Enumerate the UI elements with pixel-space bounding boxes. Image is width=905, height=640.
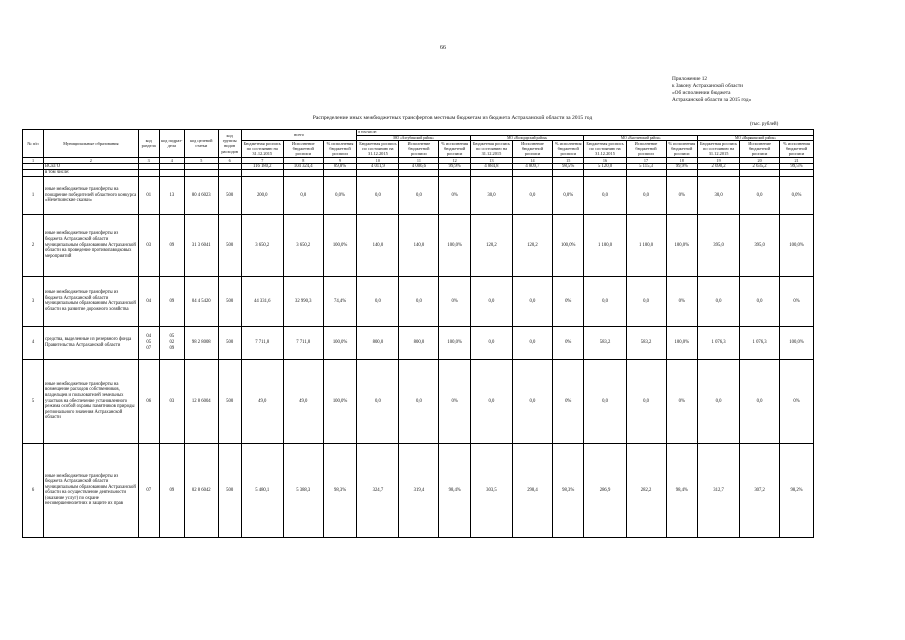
value-cell: 200,0 — [241, 176, 283, 214]
total-label: ВСЕГО — [44, 163, 139, 170]
subsection-code-cell: 09 — [159, 443, 184, 537]
appendix-line: «Об исполнении бюджета — [672, 90, 731, 96]
in-that-number-row — [23, 170, 814, 177]
value-cell: 0,0 — [740, 176, 780, 214]
subsection-code-cell: 03 — [159, 359, 184, 443]
value-cell: 0% — [666, 359, 698, 443]
header-execution: Исполнение бюджетной росписи — [626, 141, 666, 158]
value-cell: 286,9 — [584, 443, 626, 537]
code-cell — [159, 163, 184, 170]
subsection-code-cell: 09 — [159, 276, 184, 326]
value-cell: 0,0 — [357, 359, 399, 443]
code-cell — [218, 163, 241, 170]
column-number: 14 — [512, 157, 552, 163]
value-cell: 98,3% — [552, 443, 584, 537]
total-value-cell: 99,9% — [439, 163, 471, 170]
value-cell: 0,0% — [323, 176, 357, 214]
value-cell: 395,0 — [740, 214, 780, 276]
value-cell: 1 076,3 — [740, 326, 780, 359]
value-cell: 303,5 — [470, 443, 512, 537]
header-expense-code: код группы видов расходов — [218, 130, 241, 158]
value-cell: 140,0 — [399, 214, 439, 276]
target-code-cell: 80 4 6023 — [184, 176, 218, 214]
column-number: 8 — [283, 157, 323, 163]
header-execution: Исполнение бюджетной росписи — [740, 141, 780, 158]
section-code-cell: 04 05 07 — [138, 326, 159, 359]
column-number: 18 — [666, 157, 698, 163]
row-name-cell: иные межбюджетные трансферты на поощрение победителей областного конкурса «Нечеткинские сказки» — [44, 176, 139, 214]
value-cell: 32 990,3 — [283, 276, 323, 326]
header-budget-listing: Бюджетная роспись по состоянию на 31.12.2015 — [357, 141, 399, 158]
header-percent: % исполнения бюджетной росписи — [666, 141, 698, 158]
header-budget-listing: Бюджетная роспись по состоянию на 31.12.2015 — [584, 141, 626, 158]
column-number: 11 — [399, 157, 439, 163]
value-cell: 583,2 — [626, 326, 666, 359]
value-cell: 100,0% — [666, 214, 698, 276]
value-cell: 307,2 — [740, 443, 780, 537]
header-municipality: Муниципальные образования — [44, 130, 139, 158]
value-cell: 0,0 — [357, 176, 399, 214]
expense-code-cell: 500 — [218, 443, 241, 537]
expense-code-cell: 500 — [218, 214, 241, 276]
value-cell: 0,0 — [512, 176, 552, 214]
expense-code-cell: 500 — [218, 326, 241, 359]
header-percent: % исполнения бюджетной росписи — [323, 141, 357, 158]
header-section-code: код раздела — [138, 130, 159, 158]
value-cell: 74,4% — [323, 276, 357, 326]
row-name-cell: средства, выделенные из резервного фонда Правительства Астраханской области — [44, 326, 139, 359]
column-number: 7 — [241, 157, 283, 163]
value-cell: 0,0 — [512, 359, 552, 443]
total-value-cell: 4 809,7 — [512, 163, 552, 170]
value-cell: 0,0 — [626, 359, 666, 443]
value-cell: 0% — [666, 176, 698, 214]
column-number: 13 — [470, 157, 512, 163]
header-district: МО «Енотаевский район» — [584, 135, 698, 141]
value-cell: 0,0 — [357, 276, 399, 326]
column-number: 16 — [584, 157, 626, 163]
total-value-cell: 99,5% — [780, 163, 814, 170]
total-value-cell: 4 011,9 — [357, 163, 399, 170]
value-cell: 5 388,3 — [283, 443, 323, 537]
row-name-cell: иные межбюджетные трансферты на возмещение расходов собственников, владельцев и пользователей земельных участков на обеспечение установленного режима особой охраны памятников природы регионального значения Астраханской области — [44, 359, 139, 443]
total-value-cell: 4 006,6 — [399, 163, 439, 170]
total-value-cell: 89,8% — [323, 163, 357, 170]
value-cell: 0% — [666, 276, 698, 326]
section-code-cell: 07 — [138, 443, 159, 537]
header-budget-listing: Бюджетная роспись по состоянию на 31.12.2015 — [698, 141, 740, 158]
value-cell: 3 650,2 — [283, 214, 323, 276]
value-cell: 100,0% — [323, 214, 357, 276]
section-code-cell: 04 — [138, 276, 159, 326]
row-no-cell: 3 — [23, 276, 44, 326]
subsection-code-cell: 09 — [159, 214, 184, 276]
appendix-line: к Закону Астраханской области — [672, 83, 744, 89]
header-percent: % исполнения бюджетной росписи — [780, 141, 814, 158]
value-cell: 0,0 — [399, 359, 439, 443]
value-cell: 120,2 — [512, 214, 552, 276]
header-budget-listing: Бюджетная роспись по состоянию на 31.12.2015 — [470, 141, 512, 158]
value-cell: 98,3% — [323, 443, 357, 537]
value-cell: 100,0% — [323, 359, 357, 443]
value-cell: 0,0 — [698, 276, 740, 326]
value-cell: 298,4 — [512, 443, 552, 537]
row-name-cell: иные межбюджетные трансферты из бюджета Астраханской области муниципальным образованиям Астраханской области на проведение противопаводковых мероприятий — [44, 214, 139, 276]
column-number: 20 — [740, 157, 780, 163]
value-cell: 583,2 — [584, 326, 626, 359]
value-cell: 30,0 — [698, 176, 740, 214]
value-cell: 0% — [552, 359, 584, 443]
value-cell: 312,7 — [698, 443, 740, 537]
value-cell: 44 331,6 — [241, 276, 283, 326]
document-title: Распределение иных межбюджетных трансфертов местным бюджетам из бюджета Астраханской области за 2015 год — [312, 115, 593, 121]
value-cell: 98,4% — [666, 443, 698, 537]
value-cell: 0,0 — [626, 176, 666, 214]
units-label: (тыс. рублей) — [750, 122, 779, 127]
value-cell: 0,0% — [780, 176, 814, 214]
total-value-cell: 5 115,3 — [626, 163, 666, 170]
target-code-cell: 04 4 5420 — [184, 276, 218, 326]
value-cell: 1 076,3 — [698, 326, 740, 359]
table-row — [23, 176, 814, 214]
header-total: всего — [241, 130, 357, 141]
section-code-cell: 03 — [138, 214, 159, 276]
column-number: 3 — [138, 157, 159, 163]
section-code-cell: 06 — [138, 359, 159, 443]
total-row — [23, 163, 814, 170]
value-cell: 100,0% — [439, 326, 471, 359]
subsection-code-cell: 13 — [159, 176, 184, 214]
column-number: 6 — [218, 157, 241, 163]
value-cell: 98,2% — [780, 443, 814, 537]
code-cell — [138, 163, 159, 170]
subsection-code-cell: 05 02 09 — [159, 326, 184, 359]
value-cell: 5 480,1 — [241, 443, 283, 537]
expense-code-cell: 500 — [218, 359, 241, 443]
value-cell: 100,0% — [780, 326, 814, 359]
value-cell: 100,0% — [439, 214, 471, 276]
header-district: МО «Ахтубинский район» — [357, 135, 471, 141]
column-number: 15 — [552, 157, 584, 163]
table-row — [23, 359, 814, 443]
value-cell: 0% — [552, 276, 584, 326]
page-number: 66 — [440, 45, 446, 51]
table-row — [23, 443, 814, 537]
value-cell: 0% — [780, 276, 814, 326]
appendix-line: Приложение 12 — [672, 76, 708, 82]
value-cell: 140,0 — [357, 214, 399, 276]
value-cell: 0,0 — [470, 359, 512, 443]
value-cell: 0,0 — [470, 326, 512, 359]
value-cell: 0% — [439, 276, 471, 326]
header-subsection-code: код подраз-дела — [159, 130, 184, 158]
target-code-cell: 31 3 6041 — [184, 214, 218, 276]
header-percent: % исполнения бюджетной росписи — [552, 141, 584, 158]
row-no-cell: 1 — [23, 176, 44, 214]
value-cell: 7 711,8 — [283, 326, 323, 359]
value-cell: 282,2 — [626, 443, 666, 537]
column-number: 2 — [44, 157, 139, 163]
target-code-cell: 12 8 6004 — [184, 359, 218, 443]
value-cell: 0,0 — [399, 176, 439, 214]
in-that-number-label: в том числе: — [44, 170, 139, 177]
value-cell: 0,0 — [470, 276, 512, 326]
column-number: 1 — [23, 157, 44, 163]
value-cell: 100,0% — [552, 214, 584, 276]
header-execution: Исполнение бюджетной росписи — [399, 141, 439, 158]
value-cell: 1 100,0 — [584, 214, 626, 276]
total-value-cell: 2 635,2 — [740, 163, 780, 170]
table-row — [23, 276, 814, 326]
total-value-cell: 4 884,8 — [470, 163, 512, 170]
column-number: 12 — [439, 157, 471, 163]
value-cell: 0,0 — [512, 276, 552, 326]
total-value-cell: 2 690,2 — [698, 163, 740, 170]
row-no-cell: 6 — [23, 443, 44, 537]
row-name-cell: иные межбюджетные трансферты из бюджета Астраханской области муниципальным образованиям Астраханской области на осуществление деятельности (оказание услуг) по охране несовершеннолетних и защите их прав — [44, 443, 139, 537]
header-execution: Исполнение бюджетной росписи — [512, 141, 552, 158]
value-cell: 98,4% — [439, 443, 471, 537]
total-value-cell: 98,5% — [552, 163, 584, 170]
value-cell: 0% — [439, 359, 471, 443]
value-cell: 0% — [552, 326, 584, 359]
appendix-line: Астраханской области за 2015 год» — [672, 97, 752, 103]
value-cell: 30,0 — [470, 176, 512, 214]
value-cell: 0,0 — [584, 176, 626, 214]
value-cell: 0% — [439, 176, 471, 214]
column-number: 17 — [626, 157, 666, 163]
header-percent: % исполнения бюджетной росписи — [439, 141, 471, 158]
value-cell: 0,0 — [399, 276, 439, 326]
header-district: МО «Володарский район» — [470, 135, 584, 141]
value-cell: 319,4 — [399, 443, 439, 537]
value-cell: 800,0 — [399, 326, 439, 359]
value-cell: 49,0 — [241, 359, 283, 443]
column-number: 10 — [357, 157, 399, 163]
code-cell — [184, 163, 218, 170]
value-cell: 0% — [780, 359, 814, 443]
table-row — [23, 214, 814, 276]
header-in-that-number: в том числе: — [357, 130, 814, 136]
value-cell: 0,0% — [552, 176, 584, 214]
column-number: 19 — [698, 157, 740, 163]
row-no-cell — [23, 163, 44, 170]
expense-code-cell: 500 — [218, 276, 241, 326]
target-code-cell: 98 2 8008 — [184, 326, 218, 359]
header-row-no: № п/п — [23, 130, 44, 158]
value-cell: 0,0 — [283, 176, 323, 214]
column-number: 5 — [184, 157, 218, 163]
value-cell: 100,0% — [323, 326, 357, 359]
header-district: МО «Икрянинский район» — [698, 135, 814, 141]
total-value-cell: 5 120,0 — [584, 163, 626, 170]
value-cell: 49,0 — [283, 359, 323, 443]
value-cell: 800,0 — [357, 326, 399, 359]
value-cell: 7 711,8 — [241, 326, 283, 359]
value-cell: 0,0 — [740, 359, 780, 443]
column-number: 9 — [323, 157, 357, 163]
row-no-cell: 4 — [23, 326, 44, 359]
header-budget-listing: Бюджетная роспись по состоянию на 31.12.2015 — [241, 141, 283, 158]
row-no-cell: 5 — [23, 359, 44, 443]
value-cell: 0,0 — [584, 276, 626, 326]
value-cell: 324,7 — [357, 443, 399, 537]
value-cell: 100,0% — [666, 326, 698, 359]
value-cell: 0,0 — [740, 276, 780, 326]
column-number: 21 — [780, 157, 814, 163]
value-cell: 1 100,0 — [626, 214, 666, 276]
total-value-cell: 99,9% — [666, 163, 698, 170]
row-name-cell: иные межбюджетные трансферты из бюджета Астраханской области муниципальным образованиям Астраханской области на развитие дорожного хозяйства — [44, 276, 139, 326]
header-target-code: код целевой статьи — [184, 130, 218, 158]
value-cell: 395,0 — [698, 214, 740, 276]
value-cell: 3 650,2 — [241, 214, 283, 276]
appendix-note — [672, 76, 751, 104]
row-no-cell: 2 — [23, 214, 44, 276]
value-cell: 0,0 — [512, 326, 552, 359]
value-cell: 0,0 — [584, 359, 626, 443]
expense-code-cell: 500 — [218, 176, 241, 214]
table-row — [23, 326, 814, 359]
value-cell: 0,0 — [626, 276, 666, 326]
value-cell: 0,0 — [698, 359, 740, 443]
header-execution: Исполнение бюджетной росписи — [283, 141, 323, 158]
total-value-cell: 116 180,2 — [241, 163, 283, 170]
section-code-cell: 01 — [138, 176, 159, 214]
total-value-cell: 104 324,4 — [283, 163, 323, 170]
column-number: 4 — [159, 157, 184, 163]
value-cell: 100,0% — [780, 214, 814, 276]
value-cell: 120,2 — [470, 214, 512, 276]
transfers-table — [22, 129, 814, 538]
target-code-cell: 02 8 6042 — [184, 443, 218, 537]
